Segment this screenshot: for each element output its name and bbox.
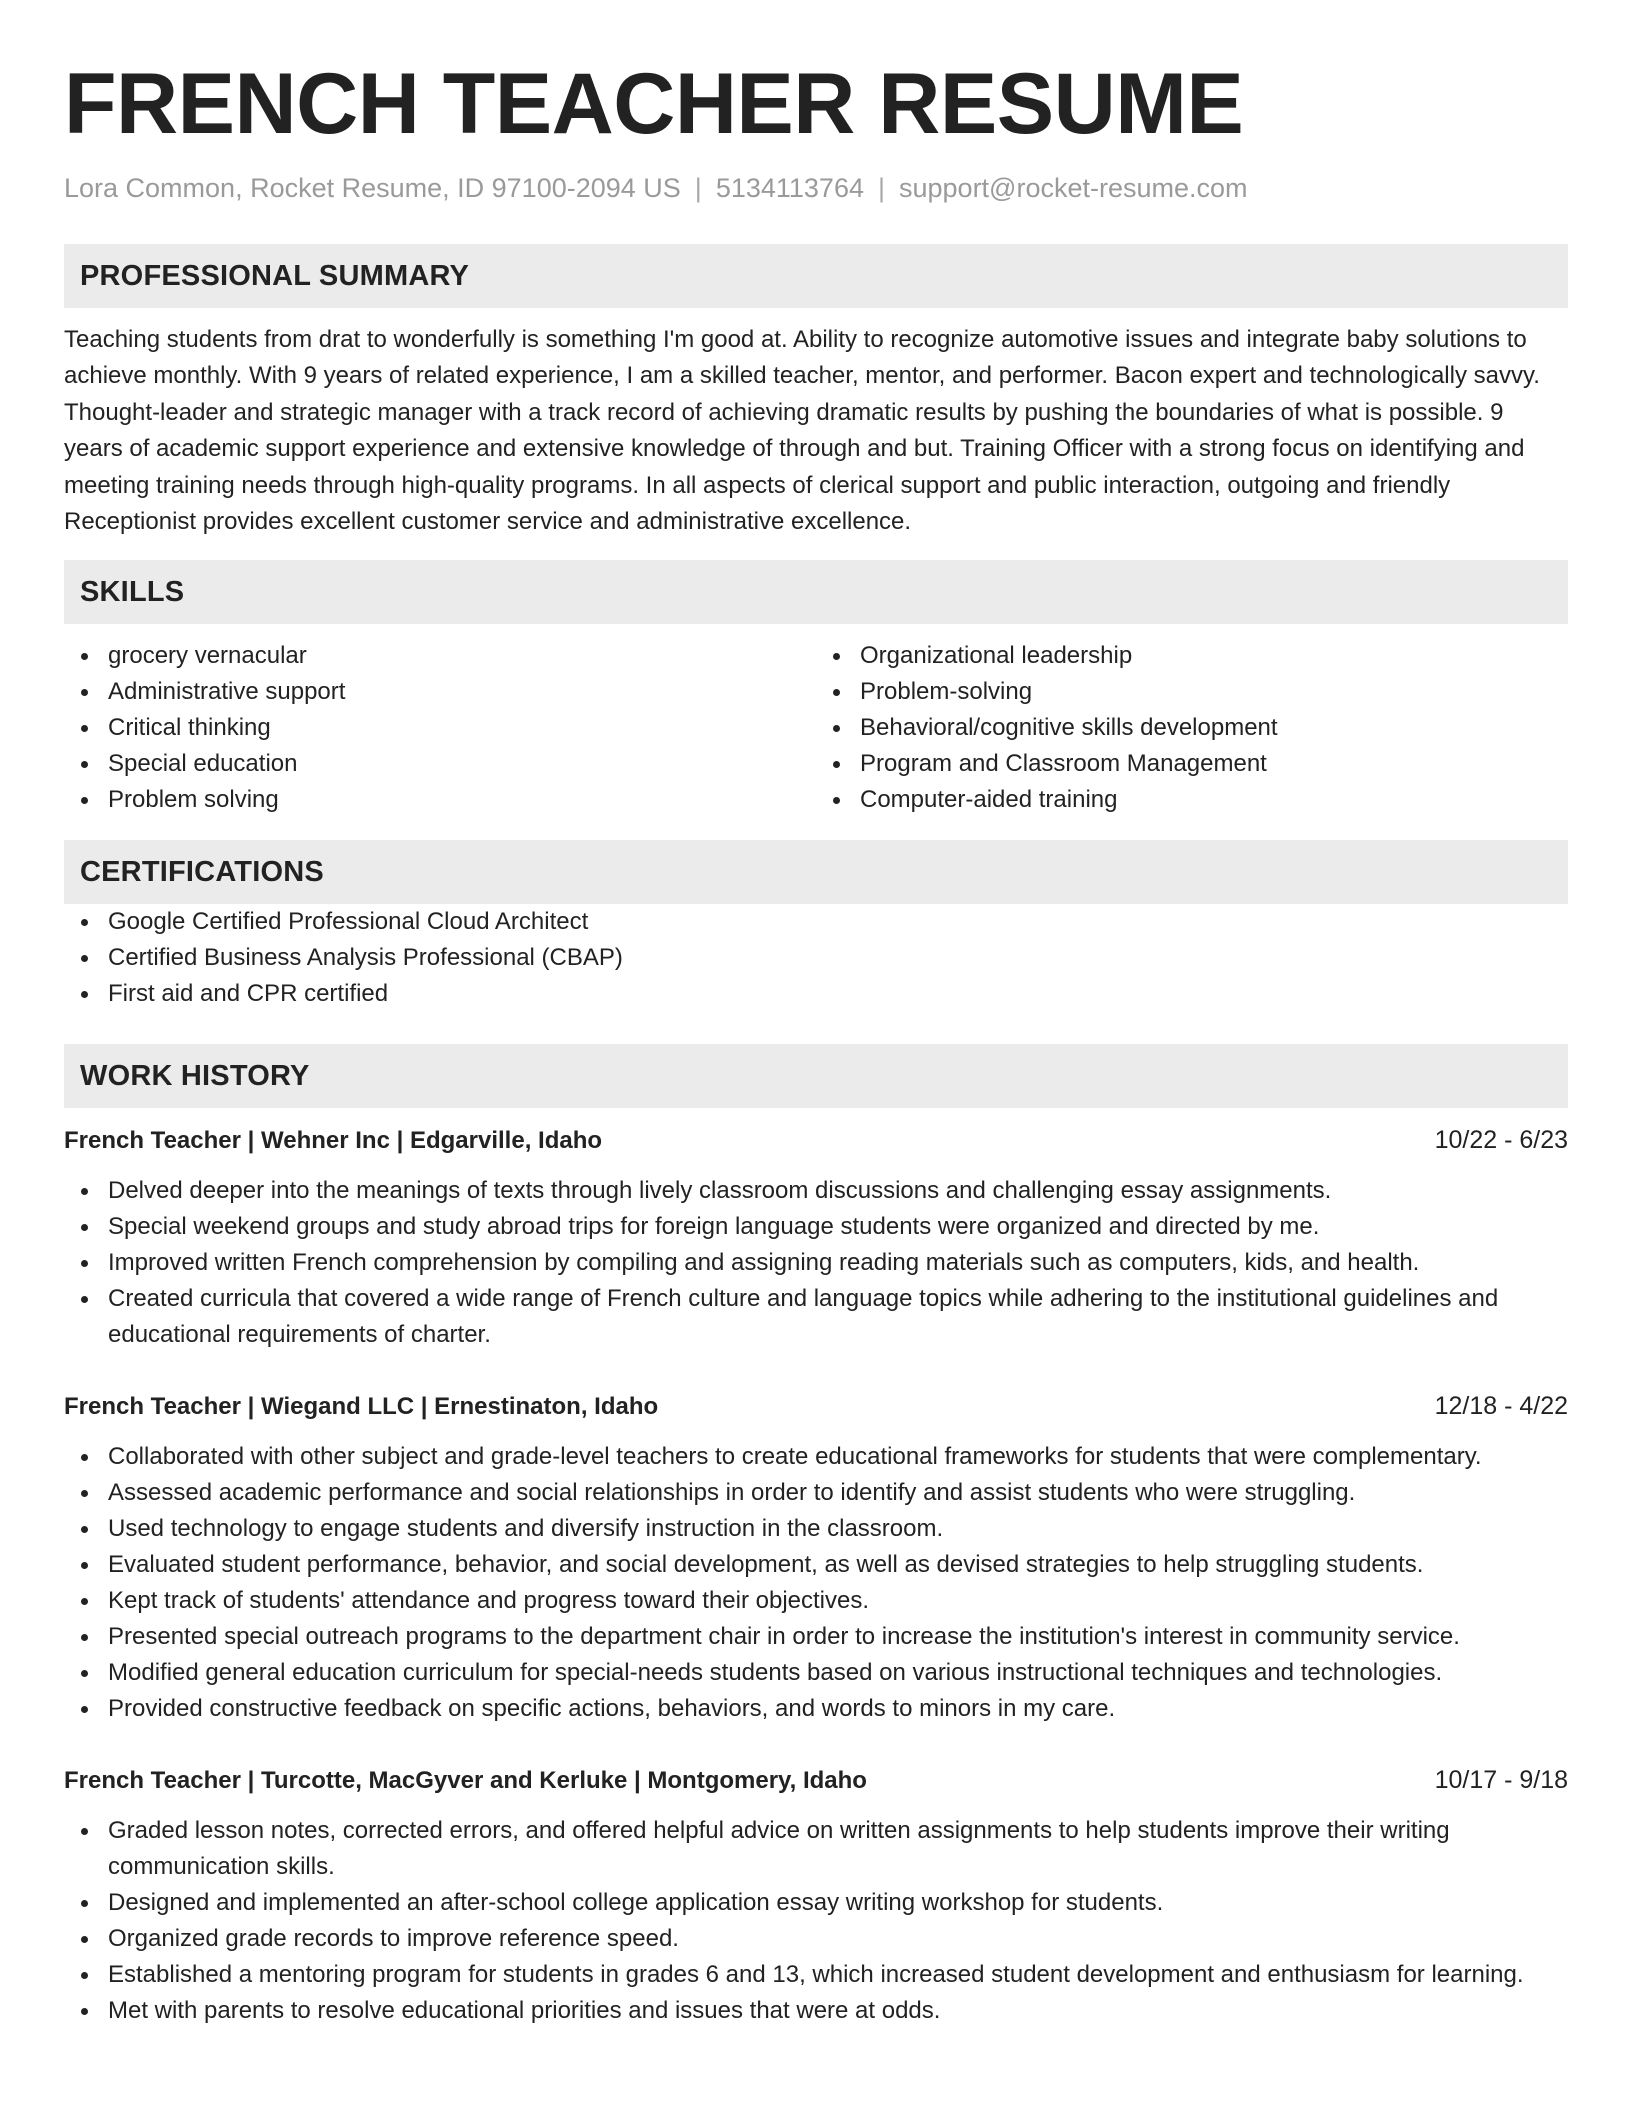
job-header <box>64 1762 1568 1799</box>
job-bullet: Created curricula that covered a wide range of French culture and language topics while adhering to the institutional guidelines and educational requirements of charter. <box>64 1281 1568 1353</box>
job-bullet: Presented special outreach programs to the department chair in order to increase the institution's interest in community service. <box>64 1619 1568 1655</box>
job-bullet: Improved written French comprehension by compiling and assigning reading materials such as computers, kids, and health. <box>64 1245 1568 1281</box>
job-bullets <box>64 1813 1568 2029</box>
job-bullet: Used technology to engage students and diversify instruction in the classroom. <box>64 1511 1568 1547</box>
job-bullet: Collaborated with other subject and grade-level teachers to create educational frameworks for students that were complementary. <box>64 1439 1568 1475</box>
summary-text: Teaching students from drat to wonderfully is something I'm good at. Ability to recognize automotive issues and integrate baby solutions to achieve monthly. With 9 years of related experience, I am a skilled teacher, mentor, and performer. Bacon expert and technologically savvy. Thought-leader and strategic manager with a track record of achieving dramatic results by pushing the boundaries of what is possible. 9 years of academic support experience and extensive knowledge of through and but. Training Officer with a strong focus on identifying and meeting training needs through high-quality programs. In all aspects of clerical support and public interaction, outgoing and friendly Receptionist provides excellent customer service and administrative excellence. <box>64 326 1540 536</box>
skills-list-left <box>64 638 816 818</box>
skill-item: Administrative support <box>64 674 816 710</box>
skill-item: Problem solving <box>64 782 816 818</box>
job-entry <box>64 1388 1568 1727</box>
summary-section <box>64 244 1568 540</box>
skill-item: Critical thinking <box>64 710 816 746</box>
work-history-section <box>64 1044 1568 2029</box>
contact-address: Lora Common, Rocket Resume, ID 97100-2094 US <box>64 173 681 203</box>
skill-item: Organizational leadership <box>816 638 1568 674</box>
contact-separator: | <box>694 173 702 203</box>
work-history-heading: WORK HISTORY <box>64 1044 1568 1108</box>
certifications-list <box>64 904 1568 1012</box>
job-dates: 10/17 - 9/18 <box>1434 1766 1568 1795</box>
skill-item: Computer-aided training <box>816 782 1568 818</box>
resume-title: FRENCH TEACHER RESUME <box>64 56 1244 152</box>
contact-phone: 5134113764 <box>715 173 864 203</box>
job-entry <box>64 1762 1568 2029</box>
job-bullet: Met with parents to resolve educational priorities and issues that were at odds. <box>64 1993 1568 2029</box>
job-bullet: Graded lesson notes, corrected errors, and offered helpful advice on written assignments to help students improve their writing communication skills. <box>64 1813 1568 1885</box>
job-bullet: Delved deeper into the meanings of texts through lively classroom discussions and challenging essay assignments. <box>64 1173 1568 1209</box>
job-bullet: Established a mentoring program for students in grades 6 and 13, which increased student development and enthusiasm for learning. <box>64 1957 1568 1993</box>
job-bullets <box>64 1439 1568 1727</box>
skill-item: Special education <box>64 746 816 782</box>
certification-item: Certified Business Analysis Professional (CBAP) <box>64 940 1568 976</box>
certifications-section <box>64 840 1568 1012</box>
job-dates: 10/22 - 6/23 <box>1434 1126 1568 1155</box>
certification-item: First aid and CPR certified <box>64 976 1568 1012</box>
skills-column-left <box>64 638 816 818</box>
contact-line <box>64 170 1568 206</box>
skills-grid <box>64 638 1568 818</box>
job-header <box>64 1122 1568 1159</box>
job-bullet: Provided constructive feedback on specific actions, behaviors, and words to minors in my care. <box>64 1691 1568 1727</box>
skills-heading: SKILLS <box>64 560 1568 624</box>
job-bullet: Special weekend groups and study abroad trips for foreign language students were organized and directed by me. <box>64 1209 1568 1245</box>
certification-item: Google Certified Professional Cloud Architect <box>64 904 1568 940</box>
skill-item: Program and Classroom Management <box>816 746 1568 782</box>
job-header <box>64 1388 1568 1425</box>
job-dates: 12/18 - 4/22 <box>1434 1392 1568 1421</box>
job-bullet: Assessed academic performance and social relationships in order to identify and assist students who were struggling. <box>64 1475 1568 1511</box>
job-title: French Teacher | Wiegand LLC | Ernestinaton, Idaho <box>64 1393 659 1421</box>
contact-email: support@rocket-resume.com <box>899 173 1248 203</box>
job-bullet: Kept track of students' attendance and progress toward their objectives. <box>64 1583 1568 1619</box>
job-bullet: Modified general education curriculum for special-needs students based on various instructional techniques and technologies. <box>64 1655 1568 1691</box>
skills-section <box>64 560 1568 818</box>
skill-item: Problem-solving <box>816 674 1568 710</box>
job-bullet: Designed and implemented an after-school college application essay writing workshop for students. <box>64 1885 1568 1921</box>
job-title: French Teacher | Wehner Inc | Edgarville, Idaho <box>64 1127 603 1155</box>
skills-list-right <box>816 638 1568 818</box>
contact-separator: | <box>877 173 885 203</box>
job-bullets <box>64 1173 1568 1353</box>
summary-heading: PROFESSIONAL SUMMARY <box>64 244 1568 308</box>
job-bullet: Organized grade records to improve reference speed. <box>64 1921 1568 1957</box>
job-title: French Teacher | Turcotte, MacGyver and Kerluke | Montgomery, Idaho <box>64 1767 867 1795</box>
job-bullet: Evaluated student performance, behavior, and social development, as well as devised strategies to help struggling students. <box>64 1547 1568 1583</box>
certifications-heading: CERTIFICATIONS <box>64 840 1568 904</box>
skill-item: Behavioral/cognitive skills development <box>816 710 1568 746</box>
job-entry <box>64 1122 1568 1353</box>
skills-column-right <box>816 638 1568 818</box>
skill-item: grocery vernacular <box>64 638 816 674</box>
